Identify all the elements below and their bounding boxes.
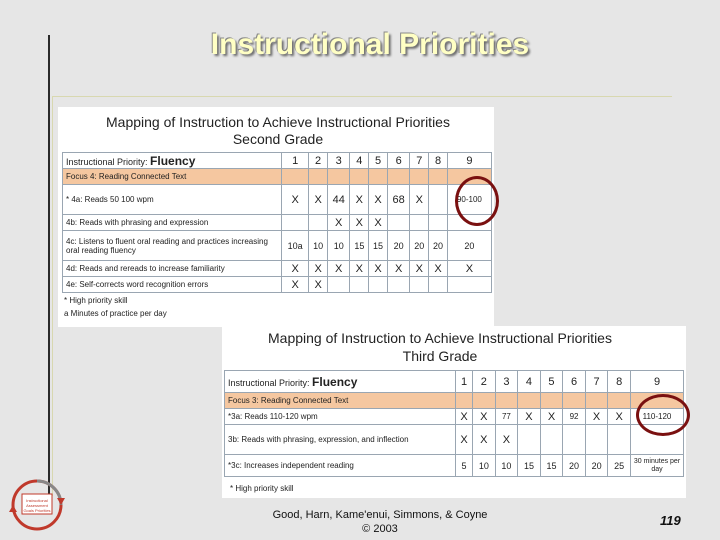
row-label: 3b: Reads with phrasing, expression, and inflection [225,425,456,455]
svg-text:Goals Priorities: Goals Priorities [23,508,51,513]
row-label: *3a: Reads 110-120 wpm [225,409,456,425]
cell [387,277,410,293]
cell: 90-100 [447,185,491,215]
cell: X [350,261,369,277]
cell [410,215,429,231]
row-label: * 4a: Reads 50 100 wpm [63,185,282,215]
column-header: 5 [369,153,388,169]
cell: 20 [429,231,448,261]
row-label: *3c: Increases independent reading [225,455,456,477]
cell: X [369,261,388,277]
cell: 10 [473,455,496,477]
decorative-vertical-accent [52,96,53,496]
cell: X [456,425,473,455]
cell: X [447,261,491,277]
cell: 10 [495,455,518,477]
cell: 92 [563,409,586,425]
cell: X [410,185,429,215]
highlight-circle [636,394,690,436]
cell: 20 [447,231,491,261]
column-header: 4 [350,153,369,169]
column-header: 7 [410,153,429,169]
cell: X [608,409,631,425]
column-header: 6 [387,153,410,169]
column-header: 7 [585,371,608,393]
cell: X [282,277,309,293]
cell [369,277,388,293]
third-grade-table [224,370,684,477]
svg-text:Assessment: Assessment [26,503,48,508]
cell: X [350,215,369,231]
priority-label: Instructional Priority: [66,156,148,167]
cell [282,215,309,231]
table2-note-high-priority: * High priority skill [230,484,294,493]
cell: X [473,409,496,425]
table1-note-high-priority: * High priority skill [64,296,128,305]
priority-label: Instructional Priority: [228,377,310,388]
cell: 10 [327,231,350,261]
table1-subheading: Second Grade [232,131,324,147]
cell: 15 [540,455,563,477]
column-header: 5 [540,371,563,393]
slide-title: Instructional Priorities [210,28,530,61]
cell: X [518,409,541,425]
cell [327,277,350,293]
decorative-horizontal-line [52,96,672,97]
row-label: 4c: Listens to fluent oral reading and practices increasing oral reading fluency [63,231,282,261]
cell [429,215,448,231]
table-row [225,409,684,425]
cell: X [309,277,328,293]
table-row [63,215,492,231]
second-grade-table [62,152,492,293]
cell: X [495,425,518,455]
column-header: 1 [282,153,309,169]
cell: X [369,185,388,215]
column-header: 2 [473,371,496,393]
cell: 20 [563,455,586,477]
column-header: 4 [518,371,541,393]
svg-text:Instructional: Instructional [26,498,48,503]
cell: X [327,215,350,231]
column-header: 6 [563,371,586,393]
table1-note-minutes: a Minutes of practice per day [64,309,167,318]
cell: X [540,409,563,425]
priority-value: Fluency [312,374,358,389]
cell [387,215,410,231]
cell: 20 [387,231,410,261]
column-header: 8 [608,371,631,393]
cell [447,277,491,293]
focus-label: Focus 3: Reading Connected Text [225,393,456,409]
cell [563,425,586,455]
cell: 5 [456,455,473,477]
cell: X [456,409,473,425]
priority-cell [225,371,456,393]
cell: 68 [387,185,410,215]
cell: X [309,185,328,215]
column-header: 8 [429,153,448,169]
column-header: 9 [447,153,491,169]
priority-cell [63,153,282,169]
cell [608,425,631,455]
cell [518,425,541,455]
cell: 20 [585,455,608,477]
cell: 10a [282,231,309,261]
footer-credit [230,508,530,536]
footer-authors: Good, Harn, Kame'enui, Simmons, & Coyne [272,509,488,521]
column-header: 2 [309,153,328,169]
cell [309,215,328,231]
cycle-logo-icon [6,474,68,536]
row-label: 4d: Reads and rereads to increase familiarity [63,261,282,277]
page-number: 119 [660,513,681,528]
table-row [225,425,684,455]
table-row [63,261,492,277]
cell: 20 [410,231,429,261]
cell: 110-120 [631,409,684,425]
cell: 10 [309,231,328,261]
cell: X [350,185,369,215]
row-label: 4b: Reads with phrasing and expression [63,215,282,231]
cell: X [387,261,410,277]
cell: X [327,261,350,277]
cell [429,277,448,293]
cell [540,425,563,455]
column-header: 1 [456,371,473,393]
cell [585,425,608,455]
table2-heading: Mapping of Instruction to Achieve Instructional Priorities [268,330,612,346]
table-row [63,277,492,293]
column-header: 3 [327,153,350,169]
cell: X [429,261,448,277]
cell: 77 [495,409,518,425]
table-row [63,231,492,261]
cell: X [282,185,309,215]
cell: X [585,409,608,425]
cell: 30 minutes per day [631,455,684,477]
cell [429,185,448,215]
table-row [225,455,684,477]
cell: 15 [518,455,541,477]
footer-copyright: © 2003 [362,523,398,535]
cell: 15 [350,231,369,261]
column-header: 3 [495,371,518,393]
cell: X [309,261,328,277]
decorative-vertical-line [48,35,50,495]
table-row [63,185,492,215]
table2-subheading: Third Grade [402,348,478,364]
table1-heading: Mapping of Instruction to Achieve Instructional Priorities [106,114,450,130]
cell: X [282,261,309,277]
cell [350,277,369,293]
highlight-circle [455,176,499,226]
column-header: 9 [631,371,684,393]
focus-label: Focus 4: Reading Connected Text [63,169,282,185]
cell: X [369,215,388,231]
cell: X [410,261,429,277]
priority-value: Fluency [150,153,196,168]
cell: 15 [369,231,388,261]
cell: 44 [327,185,350,215]
row-label: 4e: Self-corrects word recognition errors [63,277,282,293]
cell: 25 [608,455,631,477]
cell: X [473,425,496,455]
cell [410,277,429,293]
